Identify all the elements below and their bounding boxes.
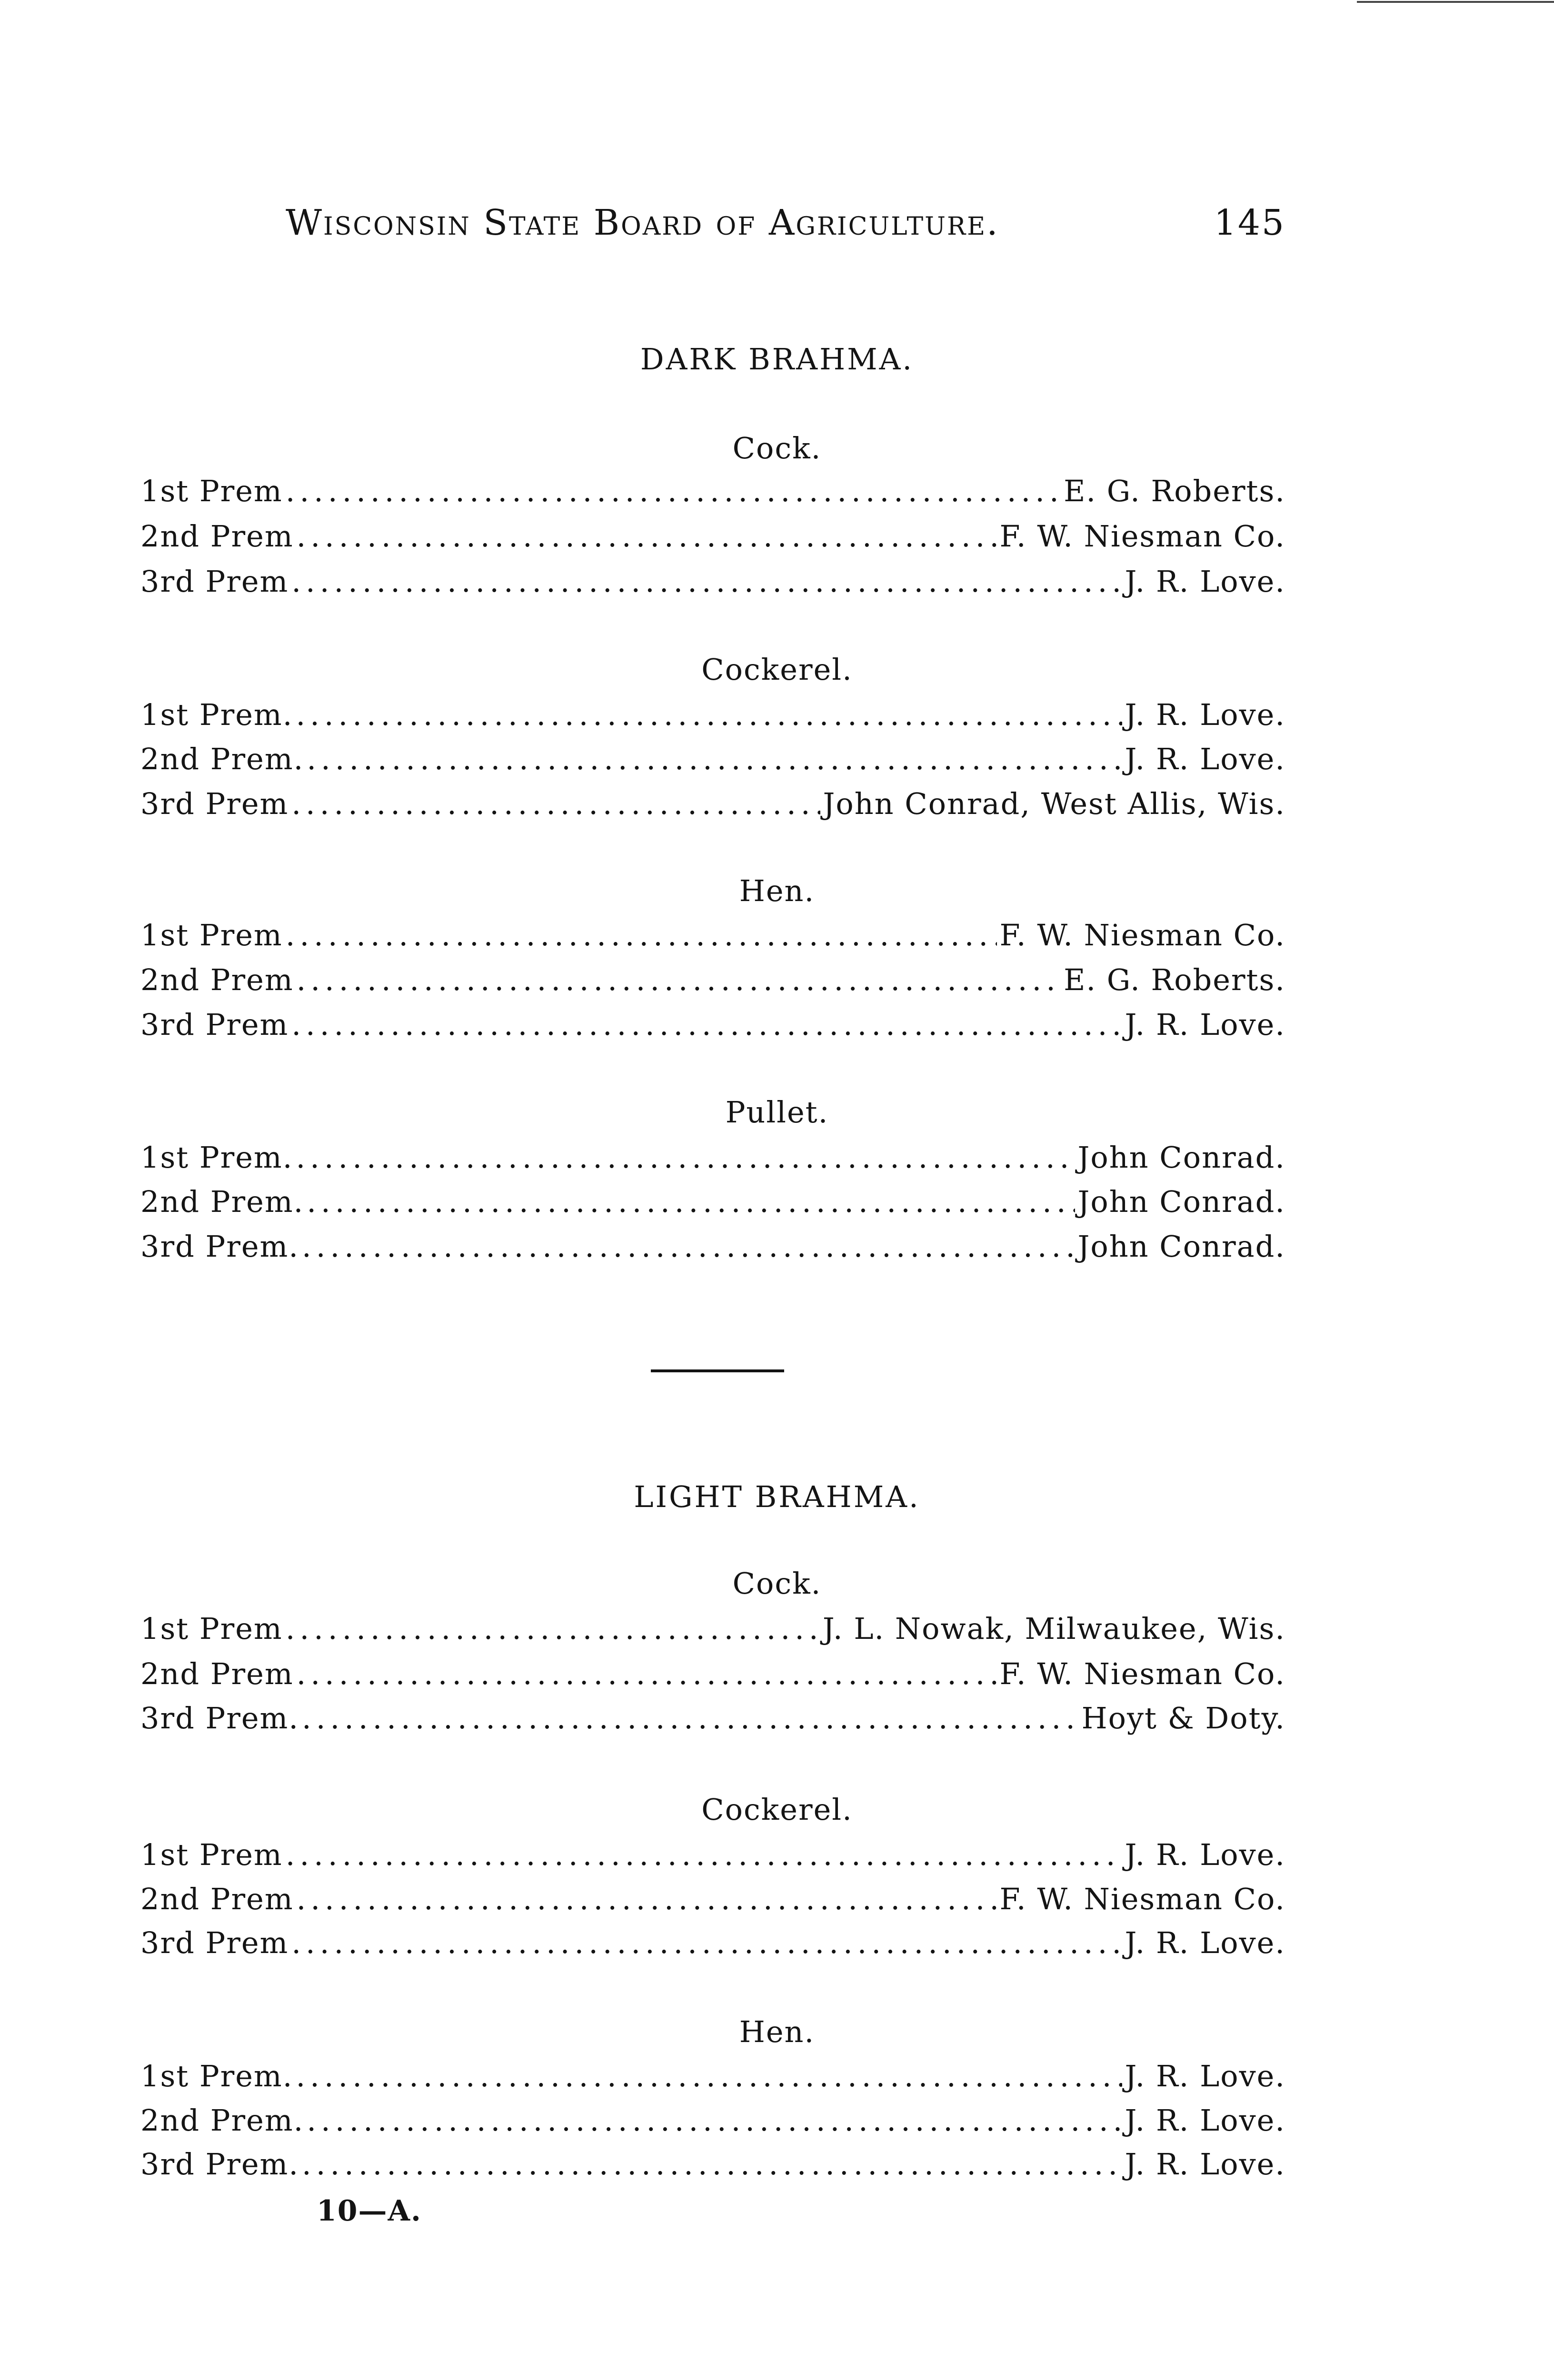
premium-place: 1st Prem (140, 1611, 283, 1646)
premium-entry (140, 1925, 1285, 1968)
dot-leader (307, 1184, 1075, 1219)
premium-entry (140, 474, 1285, 516)
group-title-hen: Hen. (739, 873, 815, 908)
dot-leader (302, 1229, 1075, 1264)
premium-place: 3rd Prem (140, 564, 289, 599)
page-number: 145 (1214, 202, 1285, 243)
group-title-cockerel: Cockerel. (701, 652, 853, 687)
premium-place: 3rd Prem. (140, 1229, 299, 1264)
premium-place: 3rd Prem (140, 1925, 289, 1960)
premium-entry (140, 2059, 1285, 2102)
premium-entry (140, 1184, 1285, 1227)
dot-leader (291, 786, 820, 821)
premium-winner: John Conrad. (1077, 1229, 1285, 1264)
premium-winner: F. W. Niesman Co. (999, 1656, 1285, 1691)
dot-leader (297, 962, 1061, 997)
dot-leader (302, 2147, 1122, 2182)
dot-leader (296, 1140, 1075, 1175)
premium-place: 3rd Prem (140, 786, 289, 821)
premium-entry (140, 1837, 1285, 1880)
premium-winner: F. W. Niesman Co. (999, 519, 1285, 554)
group-title-cockerel: Cockerel. (701, 1792, 853, 1827)
premium-entry (140, 2147, 1285, 2190)
premium-winner: J. L. Nowak, Milwaukee, Wis. (822, 1611, 1285, 1646)
premium-entry (140, 519, 1285, 562)
premium-winner: Hoyt & Doty. (1081, 1701, 1285, 1735)
signature-mark: 10—A. (317, 2194, 422, 2228)
dot-leader (307, 2103, 1122, 2138)
premium-winner: F. W. Niesman Co. (999, 918, 1285, 952)
scan-edge-line (1357, 1, 1554, 3)
dot-leader (286, 1837, 1122, 1872)
premium-place: 2nd Prem (140, 1882, 294, 1916)
running-head-title: Wisconsin State Board of Agriculture. (286, 202, 999, 243)
premium-entry (140, 918, 1285, 961)
premium-winner: J. R. Love. (1125, 1007, 1285, 1042)
premium-winner: John Conrad. (1077, 1184, 1285, 1219)
dot-leader (297, 1656, 997, 1691)
premium-place: 1st Prem (140, 474, 283, 508)
premium-place: 2nd Prem (140, 519, 294, 554)
dot-leader (297, 519, 997, 554)
premium-place: 2nd Prem (140, 962, 294, 997)
premium-place: 1st Prem. (140, 1140, 293, 1175)
premium-entry (140, 2103, 1285, 2146)
premium-entry (140, 962, 1285, 1005)
dot-leader (286, 474, 1061, 508)
premium-winner: J. R. Love. (1125, 2059, 1285, 2093)
dot-leader (296, 2059, 1122, 2093)
premium-entry (140, 564, 1285, 607)
dot-leader (291, 1925, 1122, 1960)
premium-winner: John Conrad, West Allis, Wis. (823, 786, 1285, 821)
group-title-hen: Hen. (739, 2014, 815, 2049)
running-head (286, 202, 1285, 264)
premium-entry (140, 742, 1285, 784)
premium-place: 2nd Prem (140, 1656, 294, 1691)
premium-winner: E. G. Roberts. (1064, 962, 1285, 997)
premium-entry (140, 786, 1285, 829)
premium-place: 2nd Prem. (140, 2103, 304, 2138)
section-title-light-brahma: LIGHT BRAHMA. (634, 1479, 920, 1514)
group-title-pullet: Pullet. (725, 1095, 829, 1130)
premium-place: 1st Prem (140, 1837, 283, 1872)
dot-leader (291, 1007, 1122, 1042)
premium-winner: F. W. Niesman Co. (999, 1882, 1285, 1916)
premium-entry (140, 1656, 1285, 1699)
premium-place: 1st Prem. (140, 2059, 293, 2093)
dot-leader (297, 1882, 997, 1916)
premium-place: 2nd Prem. (140, 742, 304, 776)
premium-winner: J. R. Love. (1125, 564, 1285, 599)
dot-leader (286, 918, 997, 952)
premium-place: 1st Prem. (140, 697, 293, 732)
premium-entry (140, 1140, 1285, 1183)
dot-leader (302, 1701, 1079, 1735)
dot-leader (286, 1611, 820, 1646)
premium-place: 2nd Prem. (140, 1184, 304, 1219)
premium-winner: J. R. Love. (1125, 2147, 1285, 2182)
premium-place: 3rd Prem (140, 1007, 289, 1042)
premium-winner: J. R. Love. (1125, 1837, 1285, 1872)
group-title-cock: Cock. (732, 431, 822, 466)
premium-entry (140, 1229, 1285, 1272)
dot-leader (296, 697, 1122, 732)
premium-entry (140, 1882, 1285, 1924)
premium-winner: John Conrad. (1077, 1140, 1285, 1175)
section-divider (651, 1369, 784, 1372)
premium-winner: J. R. Love. (1125, 697, 1285, 732)
dot-leader (307, 742, 1122, 776)
premium-place: 3rd Prem. (140, 1701, 299, 1735)
dot-leader (291, 564, 1122, 599)
premium-entry (140, 697, 1285, 740)
premium-winner: J. R. Love. (1125, 1925, 1285, 1960)
premium-entry (140, 1007, 1285, 1050)
premium-winner: J. R. Love. (1125, 742, 1285, 776)
premium-winner: J. R. Love. (1125, 2103, 1285, 2138)
premium-entry (140, 1611, 1285, 1654)
premium-place: 3rd Prem. (140, 2147, 299, 2182)
section-title-dark-brahma: DARK BRAHMA. (640, 342, 914, 377)
premium-place: 1st Prem (140, 918, 283, 952)
group-title-cock: Cock. (732, 1566, 822, 1601)
premium-entry (140, 1701, 1285, 1744)
premium-winner: E. G. Roberts. (1064, 474, 1285, 508)
